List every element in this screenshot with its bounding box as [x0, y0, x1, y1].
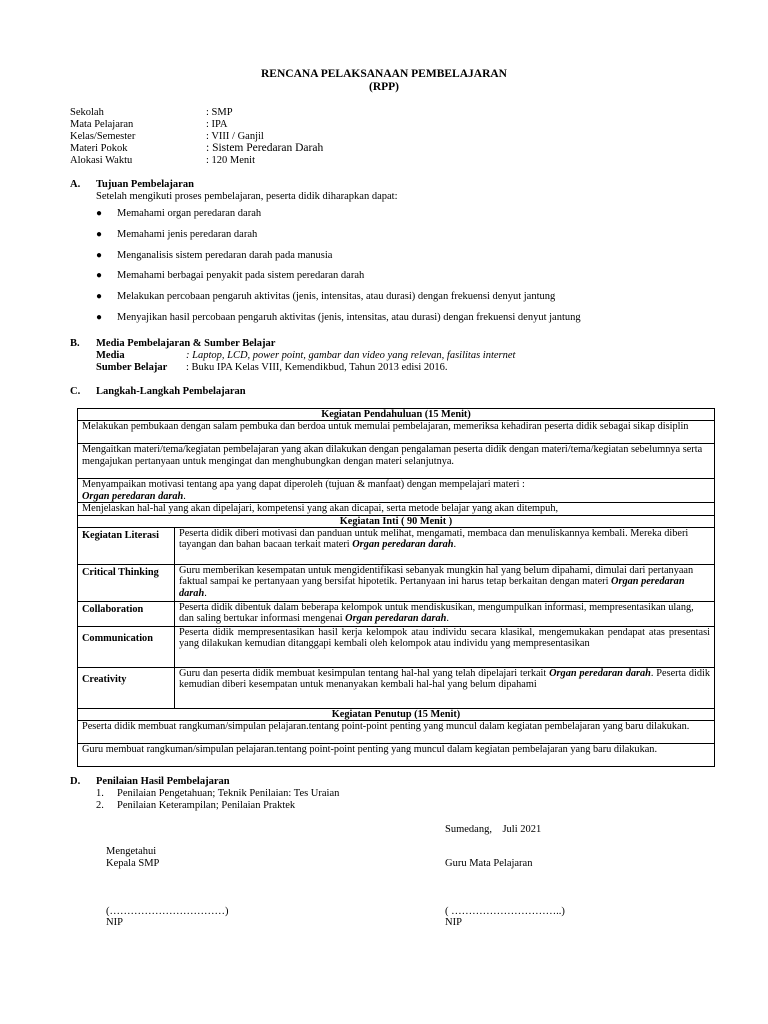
- collab-desc: [175, 602, 715, 627]
- list-item: Melakukan percobaan pengaruh aktivitas (jenis, intensitas, atau durasi) dengan frekuensi denyut jantung: [117, 291, 556, 302]
- critical-label: Critical Thinking: [78, 565, 175, 602]
- media-value: : Laptop, LCD, power point, gambar dan video yang relevan, fasilitas internet: [186, 350, 516, 361]
- info-value-kelas: : VIII / Ganjil: [206, 131, 264, 142]
- info-value-mapel: : IPA: [206, 119, 228, 130]
- section-d-letter: D.: [70, 776, 81, 787]
- assessment-item-2: Penilaian Keterampilan; Penilaian Praktek: [117, 800, 296, 811]
- section-d-heading: Penilaian Hasil Pembelajaran: [96, 776, 230, 787]
- cell-emphasis: Organ peredaran darah: [549, 668, 651, 680]
- section-a-letter: A.: [70, 179, 81, 190]
- critical-desc: [175, 565, 715, 602]
- cell-text: .: [183, 490, 186, 502]
- document-title: RENCANA PELAKSANAAN PEMBELAJARAN: [261, 68, 507, 80]
- assessment-num-2: 2.: [96, 800, 104, 811]
- section-a-heading: Tujuan Pembelajaran: [96, 179, 194, 190]
- bullet-icon: ●: [96, 291, 103, 302]
- info-label-alokasi: Alokasi Waktu: [70, 155, 133, 166]
- table-row: [78, 709, 715, 721]
- pendahuluan-step-3: [78, 479, 715, 503]
- cell-text: Guru memberikan kesempatan untuk mengidentifikasi sebanyak mungkin hal yang belum dipahami, dimulai dari pertanyaan faktual sampai ke pertanyaan yang bersifat hipotetik. Pertanyaan ini harus tetap berkaitan dengan materi: [179, 565, 694, 588]
- cell-text: Peserta didik dibentuk dalam beberapa kelompok untuk mendiskusikan, mengumpulkan informasi, mempresentasikan ulang, dan saling bertukar informasi mengenai: [179, 602, 694, 625]
- sumber-value: : Buku IPA Kelas VIII, Kemendikbud, Tahun 2013 edisi 2016.: [186, 362, 448, 373]
- place-date: Sumedang, Juli 2021: [445, 824, 542, 835]
- penutup-step-1: Peserta didik membuat rangkuman/simpulan pelajaran.tentang point-point penting yang muncul dalam kegiatan pembelajaran yang baru dilakukan.: [78, 721, 715, 744]
- signature-left-nip: NIP: [106, 917, 123, 928]
- list-item: Menyajikan hasil percobaan pengaruh aktivitas (jenis, intensitas, atau durasi) dengan frekuensi denyut jantung: [117, 312, 581, 323]
- literasi-label: Kegiatan Literasi: [78, 528, 175, 565]
- table-row: [78, 421, 715, 444]
- table-row: [78, 602, 715, 627]
- signature-right-nip: NIP: [445, 917, 462, 928]
- list-item: Menganalisis sistem peredaran darah pada manusia: [117, 250, 333, 261]
- signature-left-line1: Mengetahui: [106, 846, 157, 857]
- cell-emphasis: Organ peredaran darah: [352, 539, 454, 551]
- cell-text: Guru dan peserta didik membuat kesimpulan tentang hal-hal yang telah dipelajari terkait: [179, 668, 550, 680]
- signature-left-blank: (……………………………): [106, 906, 229, 917]
- pendahuluan-step-4: Menjelaskan hal-hal yang akan dipelajari, kompetensi yang akan dicapai, serta metode belajar yang akan ditempuh,: [78, 503, 715, 515]
- table-row: [78, 528, 715, 565]
- info-label-sekolah: Sekolah: [70, 107, 104, 118]
- cell-text: Peserta didik diberi motivasi dan panduan untuk melihat, mengamati, membaca dan menuliskannya kembali. Mereka diberi tayangan dan bahan bacaan terkait materi: [179, 528, 689, 551]
- creat-desc: [175, 668, 715, 709]
- table-row: [78, 565, 715, 602]
- bullet-icon: ●: [96, 250, 103, 261]
- creat-label: Creativity: [78, 668, 175, 709]
- table-row: [78, 444, 715, 479]
- bullet-icon: ●: [96, 208, 103, 219]
- info-value-alokasi: : 120 Menit: [206, 155, 255, 166]
- table-row: [78, 668, 715, 709]
- list-item: Memahami jenis peredaran darah: [117, 229, 258, 240]
- list-item: Memahami berbagai penyakit pada sistem peredaran darah: [117, 270, 365, 281]
- signature-right-blank: ( …………………………..): [445, 906, 565, 917]
- cell-emphasis: Organ peredaran darah: [82, 490, 184, 502]
- list-item: Memahami organ peredaran darah: [117, 208, 262, 219]
- table-row: [78, 409, 715, 421]
- section-b-letter: B.: [70, 338, 80, 349]
- bullet-icon: ●: [96, 312, 103, 323]
- pendahuluan-step-2: Mengaitkan materi/tema/kegiatan pembelajaran yang akan dilakukan dengan pengalaman peserta didik dengan materi/tema/kegiatan sebelumnya serta mengajukan pertanyaan untuk mengingat dan menghubungkan dengan materi selanjutnya.: [78, 444, 715, 479]
- info-label-kelas: Kelas/Semester: [70, 131, 136, 142]
- bullet-icon: ●: [96, 229, 103, 240]
- penutup-step-2: Guru membuat rangkuman/simpulan pelajaran.tentang point-point penting yang muncul dalam kegiatan pembelajaran yang baru dilakukan.: [78, 744, 715, 767]
- bullet-icon: ●: [96, 270, 103, 281]
- document-subtitle: (RPP): [368, 81, 399, 93]
- cell-text: .: [453, 539, 457, 551]
- table-row: [78, 515, 715, 527]
- inti-header: Kegiatan Inti ( 90 Menit ): [78, 515, 715, 527]
- collab-label: Collaboration: [78, 602, 175, 627]
- cell-emphasis: Organ peredaran darah: [179, 576, 685, 599]
- learning-steps-table: [77, 408, 715, 767]
- literasi-desc: [175, 528, 715, 565]
- cell-emphasis: Organ peredaran darah: [345, 613, 447, 625]
- info-value-materi: : Sistem Peredaran Darah: [206, 142, 324, 154]
- info-label-mapel: Mata Pelajaran: [70, 119, 134, 130]
- signature-left-title: Kepala SMP: [106, 858, 160, 869]
- pendahuluan-step-1: Melakukan pembukaan dengan salam pembuka dan berdoa untuk memulai pembelajaran, memeriksa kehadiran peserta didik sebagai sikap disiplin: [78, 421, 715, 444]
- table-row: [78, 744, 715, 767]
- assessment-num-1: 1.: [96, 788, 104, 799]
- info-value-sekolah: : SMP: [206, 107, 233, 118]
- comm-label: Communication: [78, 627, 175, 668]
- section-c-letter: C.: [70, 386, 81, 397]
- cell-text: .: [204, 587, 207, 599]
- signature-right-title: Guru Mata Pelajaran: [445, 858, 533, 869]
- assessment-item-1: Penilaian Pengetahuan; Teknik Penilaian: Tes Uraian: [117, 788, 340, 799]
- cell-text: .: [446, 613, 449, 625]
- sumber-label: Sumber Belajar: [96, 362, 168, 373]
- table-row: [78, 503, 715, 515]
- table-row: [78, 721, 715, 744]
- section-c-heading: Langkah-Langkah Pembelajaran: [96, 386, 246, 397]
- cell-text: . Peserta didik kemudian diberi kesempatan untuk menanyakan kembali hal-hal yang belum dipahami: [179, 668, 710, 691]
- section-a-intro: Setelah mengikuti proses pembelajaran, peserta didik diharapkan dapat:: [96, 191, 398, 202]
- media-label: Media: [96, 350, 125, 361]
- section-b-heading: Media Pembelajaran & Sumber Belajar: [96, 338, 276, 349]
- cell-text: Menyampaikan motivasi tentang apa yang dapat diperoleh (tujuan & manfaat) dengan mempelajari materi :: [82, 479, 525, 491]
- table-row: [78, 627, 715, 668]
- table-row: [78, 479, 715, 503]
- comm-desc: Peserta didik mempresentasikan hasil kerja kelompok atau individu secara klasikal, mengemukakan pendapat atas presentasi yang dilakukan kemudian ditanggapi kembali oleh kelompok atau individu yang mempresentasikan: [175, 627, 715, 668]
- penutup-header: Kegiatan Penutup (15 Menit): [78, 709, 715, 721]
- pendahuluan-header: Kegiatan Pendahuluan (15 Menit): [78, 409, 715, 421]
- info-label-materi: Materi Pokok: [70, 143, 128, 154]
